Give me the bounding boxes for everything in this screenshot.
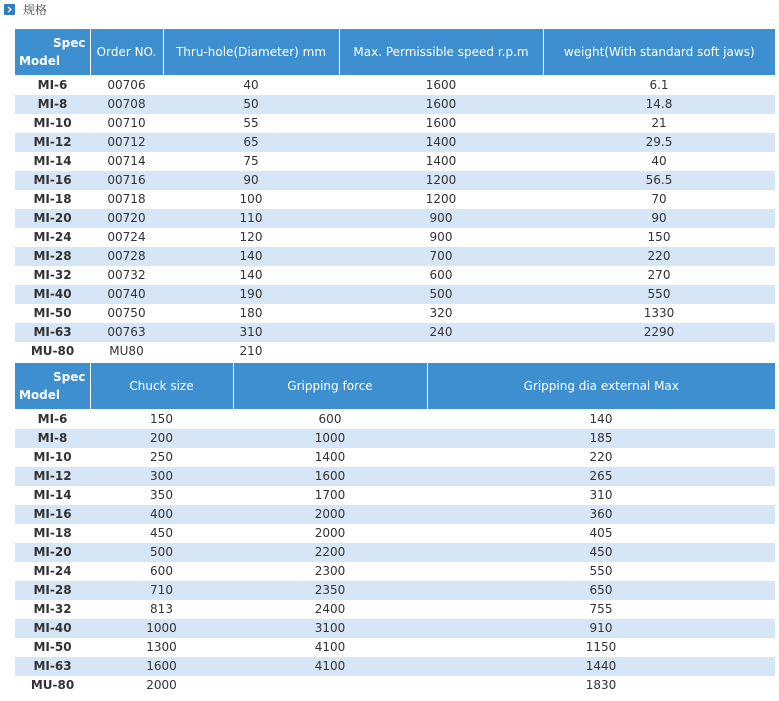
table-cell: 4100 [233,657,427,676]
model-cell: MI-28 [15,247,90,266]
table-cell: 190 [163,285,339,304]
table-cell: 910 [427,619,775,638]
column-header: Order NO. [90,29,163,76]
table-cell: 00720 [90,209,163,228]
spec-table-2 [15,363,775,695]
table-row [15,676,775,695]
model-cell: MI-18 [15,190,90,209]
table-cell: 550 [427,562,775,581]
table-cell: 400 [90,505,233,524]
table-row [15,619,775,638]
table-cell: 55 [163,114,339,133]
table-cell: 900 [339,209,543,228]
table-cell: 1600 [339,76,543,96]
table-row [15,505,775,524]
table-cell: 00706 [90,76,163,96]
table-cell: 2350 [233,581,427,600]
table-cell: 150 [543,228,775,247]
table-cell: 1150 [427,638,775,657]
table-cell: 200 [90,429,233,448]
table-row [15,133,775,152]
table-cell: 900 [339,228,543,247]
spec-label: Spec [53,36,86,50]
table-cell: 14.8 [543,95,775,114]
model-cell: MI-50 [15,638,90,657]
table-cell: 29.5 [543,133,775,152]
table-row [15,171,775,190]
table-row [15,209,775,228]
table-cell: 140 [163,266,339,285]
table-header-row [15,29,775,76]
table-cell: 2000 [233,524,427,543]
table-cell: 185 [427,429,775,448]
table-cell: 00728 [90,247,163,266]
table-cell: 50 [163,95,339,114]
table-row [15,486,775,505]
table-body [15,410,775,696]
table-cell: 310 [163,323,339,342]
model-cell: MI-12 [15,467,90,486]
table-header-row [15,363,775,410]
table-row [15,342,775,361]
section-header [4,1,47,17]
table-cell: 220 [543,247,775,266]
table-cell: 550 [543,285,775,304]
table-cell: 100 [163,190,339,209]
table-cell: 710 [90,581,233,600]
table-cell [543,342,775,361]
table-row [15,581,775,600]
table-cell: 56.5 [543,171,775,190]
model-cell: MI-32 [15,266,90,285]
table-cell: MU80 [90,342,163,361]
table-cell: 600 [90,562,233,581]
table-cell: 270 [543,266,775,285]
model-cell: MI-20 [15,543,90,562]
spec-model-header [15,29,90,76]
table-row [15,657,775,676]
table-cell: 310 [427,486,775,505]
model-cell: MI-16 [15,505,90,524]
table-row [15,562,775,581]
table-row [15,95,775,114]
model-cell: MI-40 [15,619,90,638]
table-cell: 00714 [90,152,163,171]
table-cell: 450 [90,524,233,543]
table-cell [339,342,543,361]
table-cell: 1600 [90,657,233,676]
table-cell: 90 [163,171,339,190]
model-cell: MI-10 [15,448,90,467]
arrow-right-icon [4,4,15,15]
model-cell: MI-32 [15,600,90,619]
table-row [15,266,775,285]
table-cell: 1200 [339,190,543,209]
column-header: Chuck size [90,363,233,410]
model-cell: MI-18 [15,524,90,543]
table-row [15,429,775,448]
table-row [15,228,775,247]
table-cell: 70 [543,190,775,209]
table-cell: 140 [427,410,775,430]
table-cell: 65 [163,133,339,152]
table-cell: 2000 [90,676,233,695]
table-cell: 120 [163,228,339,247]
model-cell: MI-63 [15,657,90,676]
table-cell: 2400 [233,600,427,619]
model-cell: MI-12 [15,133,90,152]
table-cell: 650 [427,581,775,600]
column-header: weight(With standard soft jaws) [543,29,775,76]
table-cell: 00750 [90,304,163,323]
model-cell: MI-16 [15,171,90,190]
model-cell: MI-6 [15,76,90,96]
table-row [15,323,775,342]
table-cell: 00710 [90,114,163,133]
model-cell: MU-80 [15,342,90,361]
table-cell: 4100 [233,638,427,657]
table-cell: 1600 [233,467,427,486]
table-cell [233,676,427,695]
table-cell: 3100 [233,619,427,638]
table-cell: 2000 [233,505,427,524]
table-cell: 350 [90,486,233,505]
table-cell: 450 [427,543,775,562]
model-cell: MI-10 [15,114,90,133]
table-cell: 00763 [90,323,163,342]
model-cell: MI-24 [15,228,90,247]
column-header: Gripping force [233,363,427,410]
table-cell: 405 [427,524,775,543]
table-cell: 00708 [90,95,163,114]
table-row [15,600,775,619]
table-cell: 210 [163,342,339,361]
table-cell: 1000 [90,619,233,638]
table-cell: 700 [339,247,543,266]
table-row [15,638,775,657]
table-cell: 250 [90,448,233,467]
table-cell: 360 [427,505,775,524]
column-header: Thru-hole(Diameter) mm [163,29,339,76]
table-row [15,304,775,323]
model-label: Model [19,54,61,68]
table-row [15,190,775,209]
model-cell: MI-24 [15,562,90,581]
table-cell: 90 [543,209,775,228]
table-cell: 40 [163,76,339,96]
table-cell: 1600 [339,95,543,114]
spec-label: Spec [53,370,86,384]
model-cell: MI-50 [15,304,90,323]
table-cell: 2290 [543,323,775,342]
column-header: Max. Permissible speed r.p.m [339,29,543,76]
table-row [15,152,775,171]
table-row [15,114,775,133]
table-cell: 265 [427,467,775,486]
model-cell: MI-8 [15,95,90,114]
table-cell: 240 [339,323,543,342]
model-cell: MI-6 [15,410,90,430]
table-cell: 220 [427,448,775,467]
table-cell: 1330 [543,304,775,323]
table-cell: 00724 [90,228,163,247]
model-cell: MI-28 [15,581,90,600]
table-cell: 1440 [427,657,775,676]
table-cell: 00718 [90,190,163,209]
model-cell: MI-63 [15,323,90,342]
table-cell: 1600 [339,114,543,133]
model-cell: MI-14 [15,486,90,505]
table-cell: 180 [163,304,339,323]
model-label: Model [19,388,61,402]
table-cell: 500 [339,285,543,304]
table-row [15,76,775,96]
table-cell: 500 [90,543,233,562]
table-cell: 00740 [90,285,163,304]
table-row [15,410,775,430]
table-cell: 600 [233,410,427,430]
table-cell: 300 [90,467,233,486]
table-row [15,285,775,304]
table-cell: 6.1 [543,76,775,96]
table-cell: 21 [543,114,775,133]
table-cell: 40 [543,152,775,171]
table-cell: 00716 [90,171,163,190]
table-cell: 1830 [427,676,775,695]
column-header: Gripping dia external Max [427,363,775,410]
model-cell: MI-20 [15,209,90,228]
model-cell: MU-80 [15,676,90,695]
table-row [15,467,775,486]
table-cell: 2300 [233,562,427,581]
table-cell: 140 [163,247,339,266]
table-cell: 1300 [90,638,233,657]
spec-table-1 [15,29,775,361]
table-cell: 150 [90,410,233,430]
table-cell: 00712 [90,133,163,152]
table-cell: 75 [163,152,339,171]
model-cell: MI-8 [15,429,90,448]
table-cell: 1400 [339,133,543,152]
table-cell: 00732 [90,266,163,285]
table-cell: 600 [339,266,543,285]
spec-model-header [15,363,90,410]
table-row [15,543,775,562]
table-cell: 320 [339,304,543,323]
table-row [15,247,775,266]
table-cell: 110 [163,209,339,228]
model-cell: MI-40 [15,285,90,304]
table-cell: 1200 [339,171,543,190]
table-cell: 755 [427,600,775,619]
table-cell: 1700 [233,486,427,505]
table-body [15,76,775,362]
table-cell: 1400 [339,152,543,171]
table-cell: 813 [90,600,233,619]
model-cell: MI-14 [15,152,90,171]
section-title: 规格 [23,2,48,17]
table-cell: 2200 [233,543,427,562]
table-cell: 1400 [233,448,427,467]
table-row [15,448,775,467]
table-cell: 1000 [233,429,427,448]
table-row [15,524,775,543]
